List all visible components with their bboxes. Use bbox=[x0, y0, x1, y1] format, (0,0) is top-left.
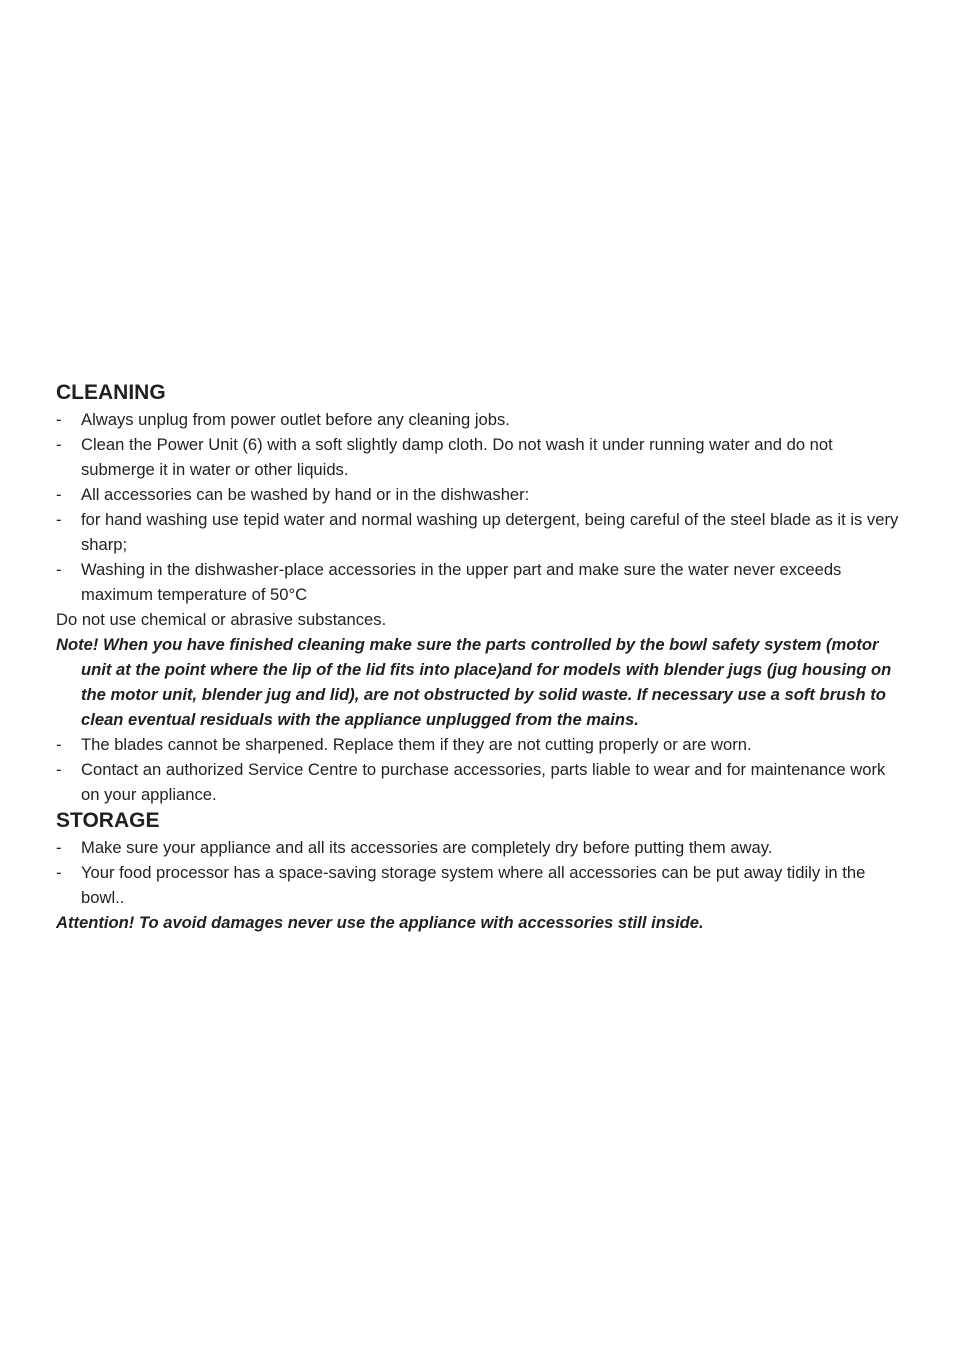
storage-heading: STORAGE bbox=[56, 809, 160, 832]
manual-page-content bbox=[56, 379, 906, 935]
cleaning-list-item bbox=[56, 507, 906, 557]
cleaning-list-item bbox=[56, 732, 906, 757]
list-dash: - bbox=[56, 410, 62, 429]
storage-list-item bbox=[56, 835, 906, 860]
list-item-text: Washing in the dishwasher-place accessories in the upper part and make sure the water never exceeds maximum temperature of 50°C bbox=[81, 560, 842, 604]
cleaning-list-item bbox=[56, 432, 906, 482]
list-item-text: All accessories can be washed by hand or in the dishwasher: bbox=[81, 485, 530, 504]
list-dash: - bbox=[56, 838, 62, 857]
cleaning-heading: CLEANING bbox=[56, 381, 166, 404]
cleaning-list-item bbox=[56, 557, 906, 607]
list-item-text: Clean the Power Unit (6) with a soft slightly damp cloth. Do not wash it under running water and do not submerge it in water or other liquids. bbox=[81, 435, 833, 479]
list-dash: - bbox=[56, 760, 62, 779]
list-item-text: Your food processor has a space-saving storage system where all accessories can be put away tidily in the bowl.. bbox=[81, 863, 866, 907]
list-item-text: Make sure your appliance and all its accessories are completely dry before putting them away. bbox=[81, 838, 773, 857]
list-item-text: The blades cannot be sharpened. Replace them if they are not cutting properly or are worn. bbox=[81, 735, 752, 754]
list-item-text: for hand washing use tepid water and normal washing up detergent, being careful of the steel blade as it is very sharp; bbox=[81, 510, 899, 554]
list-dash: - bbox=[56, 485, 62, 504]
storage-attention-note: Attention! To avoid damages never use the appliance with accessories still inside. bbox=[56, 913, 704, 932]
list-item-text: Contact an authorized Service Centre to purchase accessories, parts liable to wear and for maintenance work on your appliance. bbox=[81, 760, 886, 804]
list-dash: - bbox=[56, 560, 62, 579]
list-dash: - bbox=[56, 435, 62, 454]
cleaning-list-item bbox=[56, 407, 906, 432]
list-dash: - bbox=[56, 863, 62, 882]
cleaning-list-item bbox=[56, 757, 906, 807]
list-dash: - bbox=[56, 735, 62, 754]
cleaning-list-item bbox=[56, 482, 906, 507]
cleaning-note: Note! When you have finished cleaning make sure the parts controlled by the bowl safety system (motor unit at the point where the lip of the lid fits into place)and for models with blender jugs (jug housing on the motor unit, blender jug and lid), are not obstructed by solid waste. If necessary use a soft brush to clean eventual residuals with the appliance unplugged from the mains. bbox=[56, 635, 892, 729]
list-dash: - bbox=[56, 510, 62, 529]
cleaning-warning-line: Do not use chemical or abrasive substances. bbox=[56, 610, 387, 629]
storage-list-item bbox=[56, 860, 906, 910]
list-item-text: Always unplug from power outlet before any cleaning jobs. bbox=[81, 410, 510, 429]
